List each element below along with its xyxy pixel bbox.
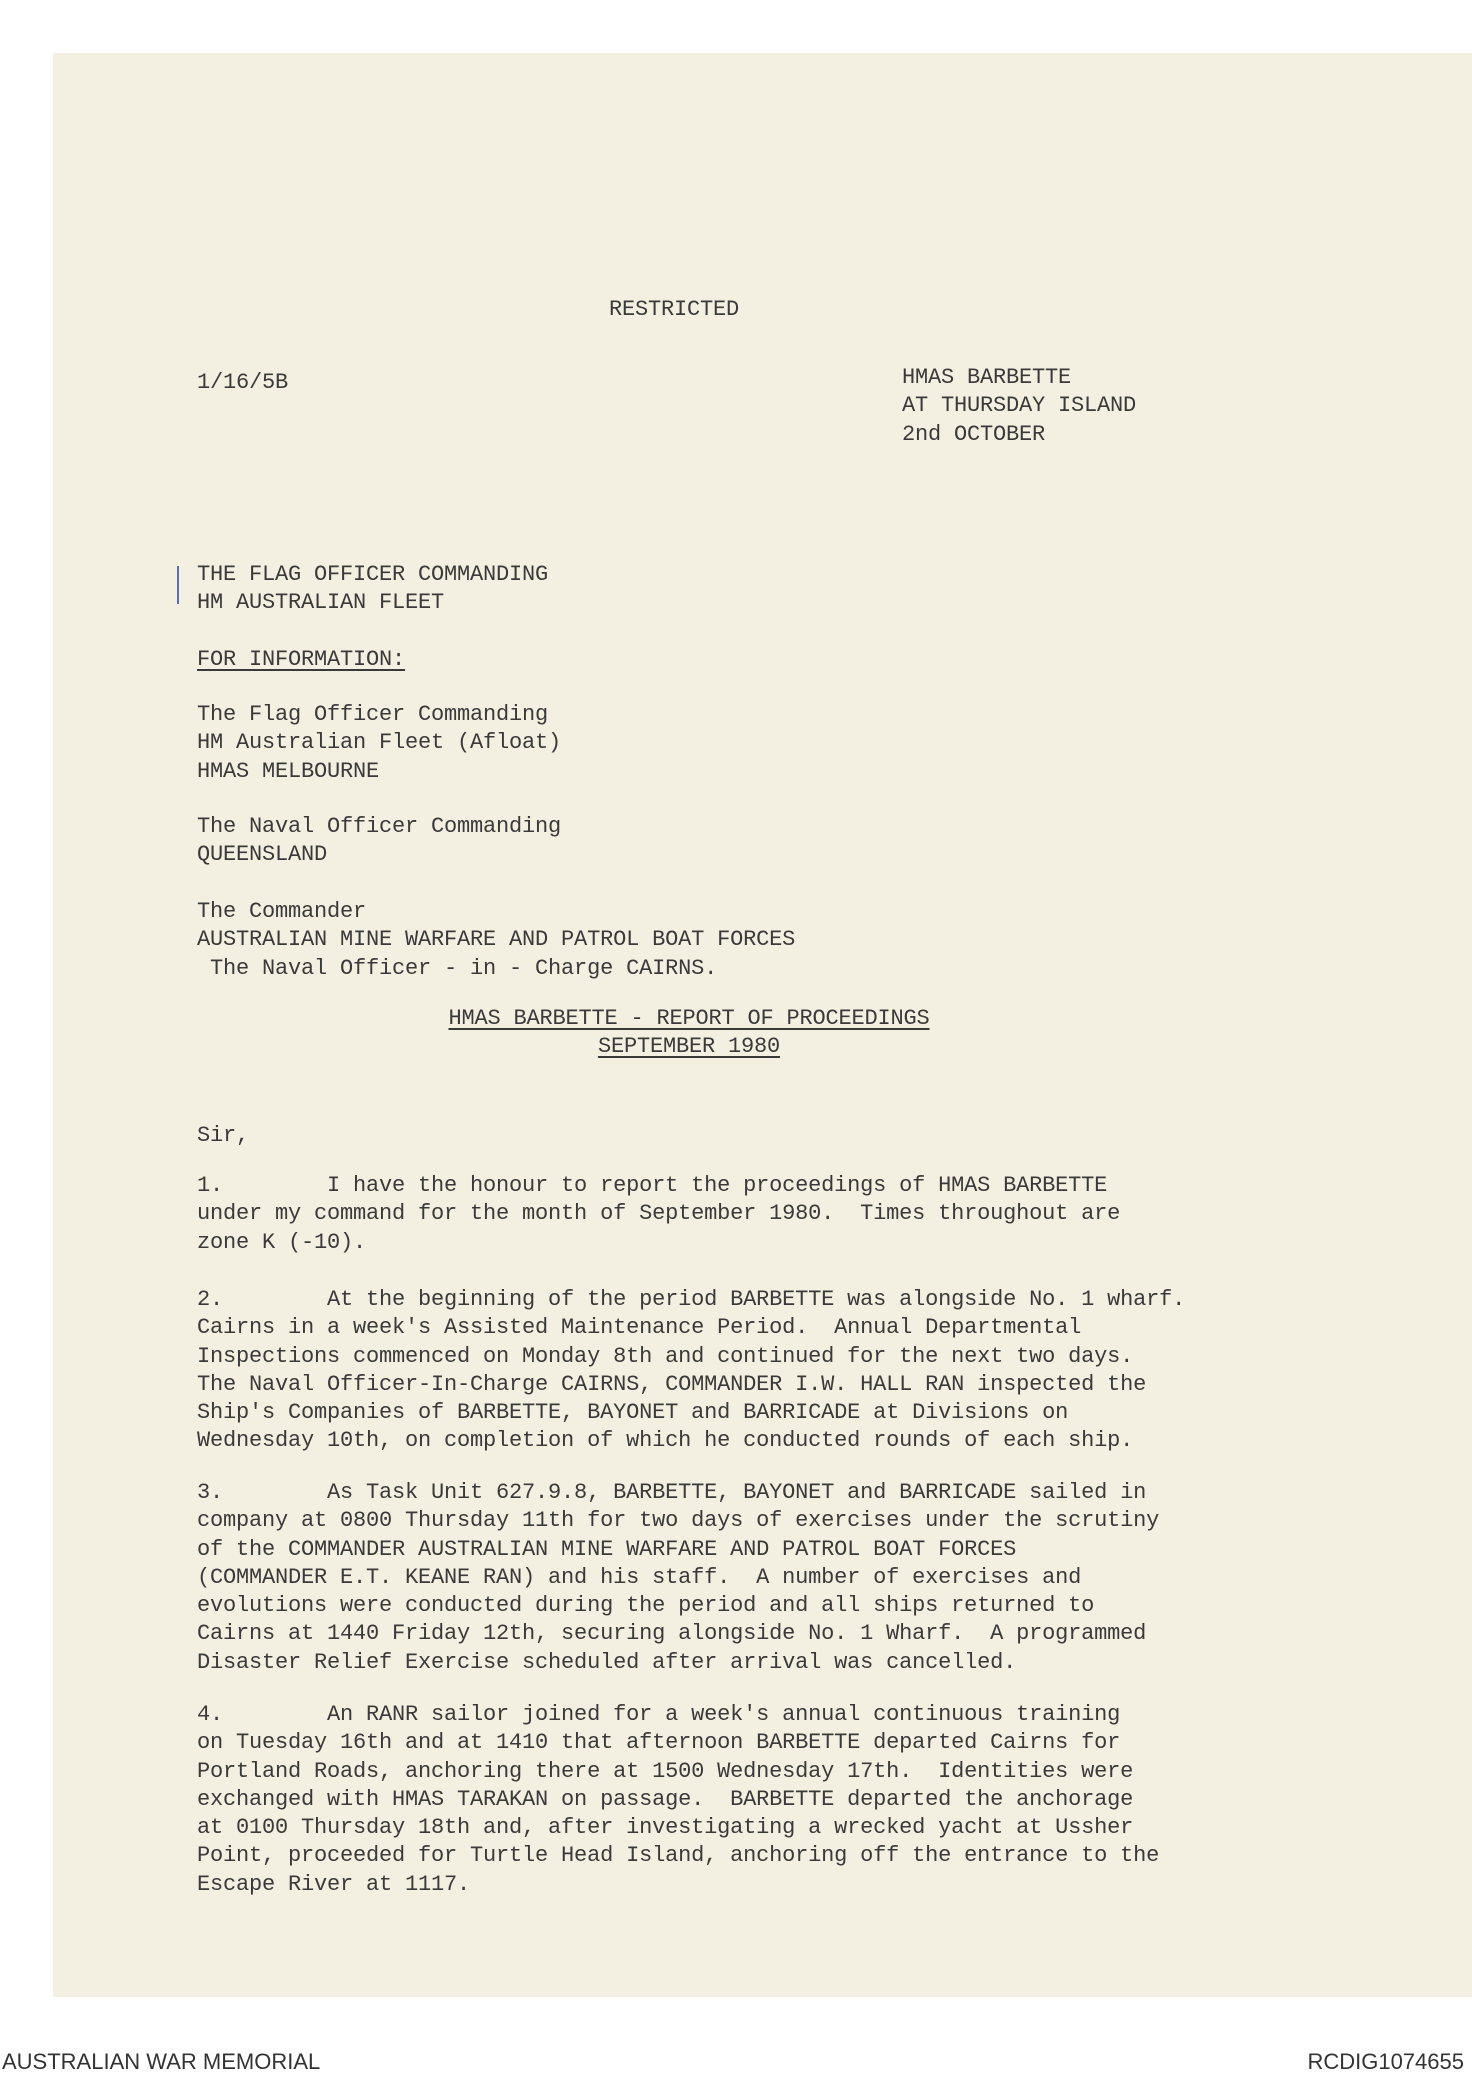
classification: RESTRICTED	[609, 297, 740, 322]
paragraph-line: Point, proceeded for Turtle Head Island, anchoring off the entrance to the	[197, 1843, 1160, 1869]
title-line: HMAS BARBETTE - REPORT OF PROCEEDINGS	[448, 1006, 930, 1031]
sender-block	[902, 364, 1136, 449]
addressee-line: HM AUSTRALIAN FLEET	[197, 590, 445, 616]
recipient-line: HMAS MELBOURNE	[197, 758, 380, 784]
paragraph-line: Disaster Relief Exercise scheduled after arrival was cancelled.	[197, 1649, 1017, 1675]
addressee-line: THE FLAG OFFICER COMMANDING	[197, 562, 549, 587]
sender-line: HMAS BARBETTE	[902, 365, 1072, 390]
paragraph-line: Cairns at 1440 Friday 12th, securing alongside No. 1 Wharf. A programmed	[197, 1621, 1147, 1647]
paragraph-2	[197, 1286, 1185, 1456]
paragraph-line: 4. An RANR sailor joined for a week's annual continuous training	[197, 1702, 1121, 1727]
recipient-line: The Naval Officer Commanding	[197, 814, 562, 839]
recipient-line: The Commander	[197, 899, 367, 924]
paragraph-line: Portland Roads, anchoring there at 1500 Wednesday 17th. Identities were	[197, 1758, 1134, 1784]
paragraph-line: Ship's Companies of BARBETTE, BAYONET and BARRICADE at Divisions on	[197, 1400, 1069, 1426]
paragraph-line: zone K (-10).	[197, 1229, 367, 1255]
footer-archive-name: AUSTRALIAN WAR MEMORIAL	[2, 2049, 321, 2074]
sender-line: 2nd OCTOBER	[902, 421, 1046, 447]
info-recipient	[197, 701, 561, 786]
paragraph-line: exchanged with HMAS TARAKAN on passage. BARBETTE departed the anchorage	[197, 1786, 1134, 1812]
paragraph-line: (COMMANDER E.T. KEANE RAN) and his staff. A number of exercises and	[197, 1564, 1082, 1590]
recipient-line: HM Australian Fleet (Afloat)	[197, 730, 562, 756]
info-recipient	[197, 898, 795, 983]
paragraph-4	[197, 1701, 1159, 1899]
paragraph-line: Escape River at 1117.	[197, 1871, 471, 1897]
paragraph-line: 2. At the beginning of the period BARBETTE was alongside No. 1 wharf.	[197, 1287, 1186, 1312]
report-title	[392, 1005, 986, 1062]
paragraph-line: Inspections commenced on Monday 8th and continued for the next two days.	[197, 1343, 1134, 1369]
file-reference: 1/16/5B	[197, 370, 289, 395]
paragraph-line: at 0100 Thursday 18th and, after investigating a wrecked yacht at Ussher	[197, 1815, 1134, 1841]
for-information-label: FOR INFORMATION:	[197, 647, 406, 672]
footer-record-id: RCDIG1074655	[1307, 2049, 1464, 2074]
paragraph-line: of the COMMANDER AUSTRALIAN MINE WARFARE AND PATROL BOAT FORCES	[197, 1536, 1017, 1562]
title-line: SEPTEMBER 1980	[597, 1034, 781, 1060]
sender-line: AT THURSDAY ISLAND	[902, 393, 1137, 419]
paragraph-line: Cairns in a week's Assisted Maintenance Period. Annual Departmental	[197, 1315, 1082, 1341]
paragraph-1	[197, 1172, 1120, 1257]
paragraph-line: under my command for the month of September 1980. Times throughout are	[197, 1201, 1121, 1227]
paragraph-line: 3. As Task Unit 627.9.8, BARBETTE, BAYONET and BARRICADE sailed in	[197, 1480, 1147, 1505]
paragraph-line: The Naval Officer-In-Charge CAIRNS, COMMANDER I.W. HALL RAN inspected the	[197, 1371, 1147, 1397]
recipient-line: AUSTRALIAN MINE WARFARE AND PATROL BOAT FORCES	[197, 927, 796, 953]
paragraph-line: 1. I have the honour to report the proceedings of HMAS BARBETTE	[197, 1173, 1108, 1198]
recipient-line: The Flag Officer Commanding	[197, 702, 549, 727]
paragraph-line: evolutions were conducted during the period and all ships returned to	[197, 1593, 1095, 1619]
recipient-line: The Naval Officer - in - Charge CAIRNS.	[197, 955, 718, 981]
paragraph-3	[197, 1479, 1159, 1677]
salutation: Sir,	[197, 1123, 250, 1148]
paragraph-line: Wednesday 10th, on completion of which he conducted rounds of each ship.	[197, 1428, 1134, 1454]
recipient-line: QUEENSLAND	[197, 842, 328, 868]
paragraph-line: company at 0800 Thursday 11th for two days of exercises under the scrutiny	[197, 1508, 1160, 1534]
paragraph-line: on Tuesday 16th and at 1410 that afternoon BARBETTE departed Cairns for	[197, 1730, 1121, 1756]
info-recipient	[197, 813, 561, 870]
addressee-block	[197, 561, 548, 618]
pen-mark	[177, 566, 179, 604]
